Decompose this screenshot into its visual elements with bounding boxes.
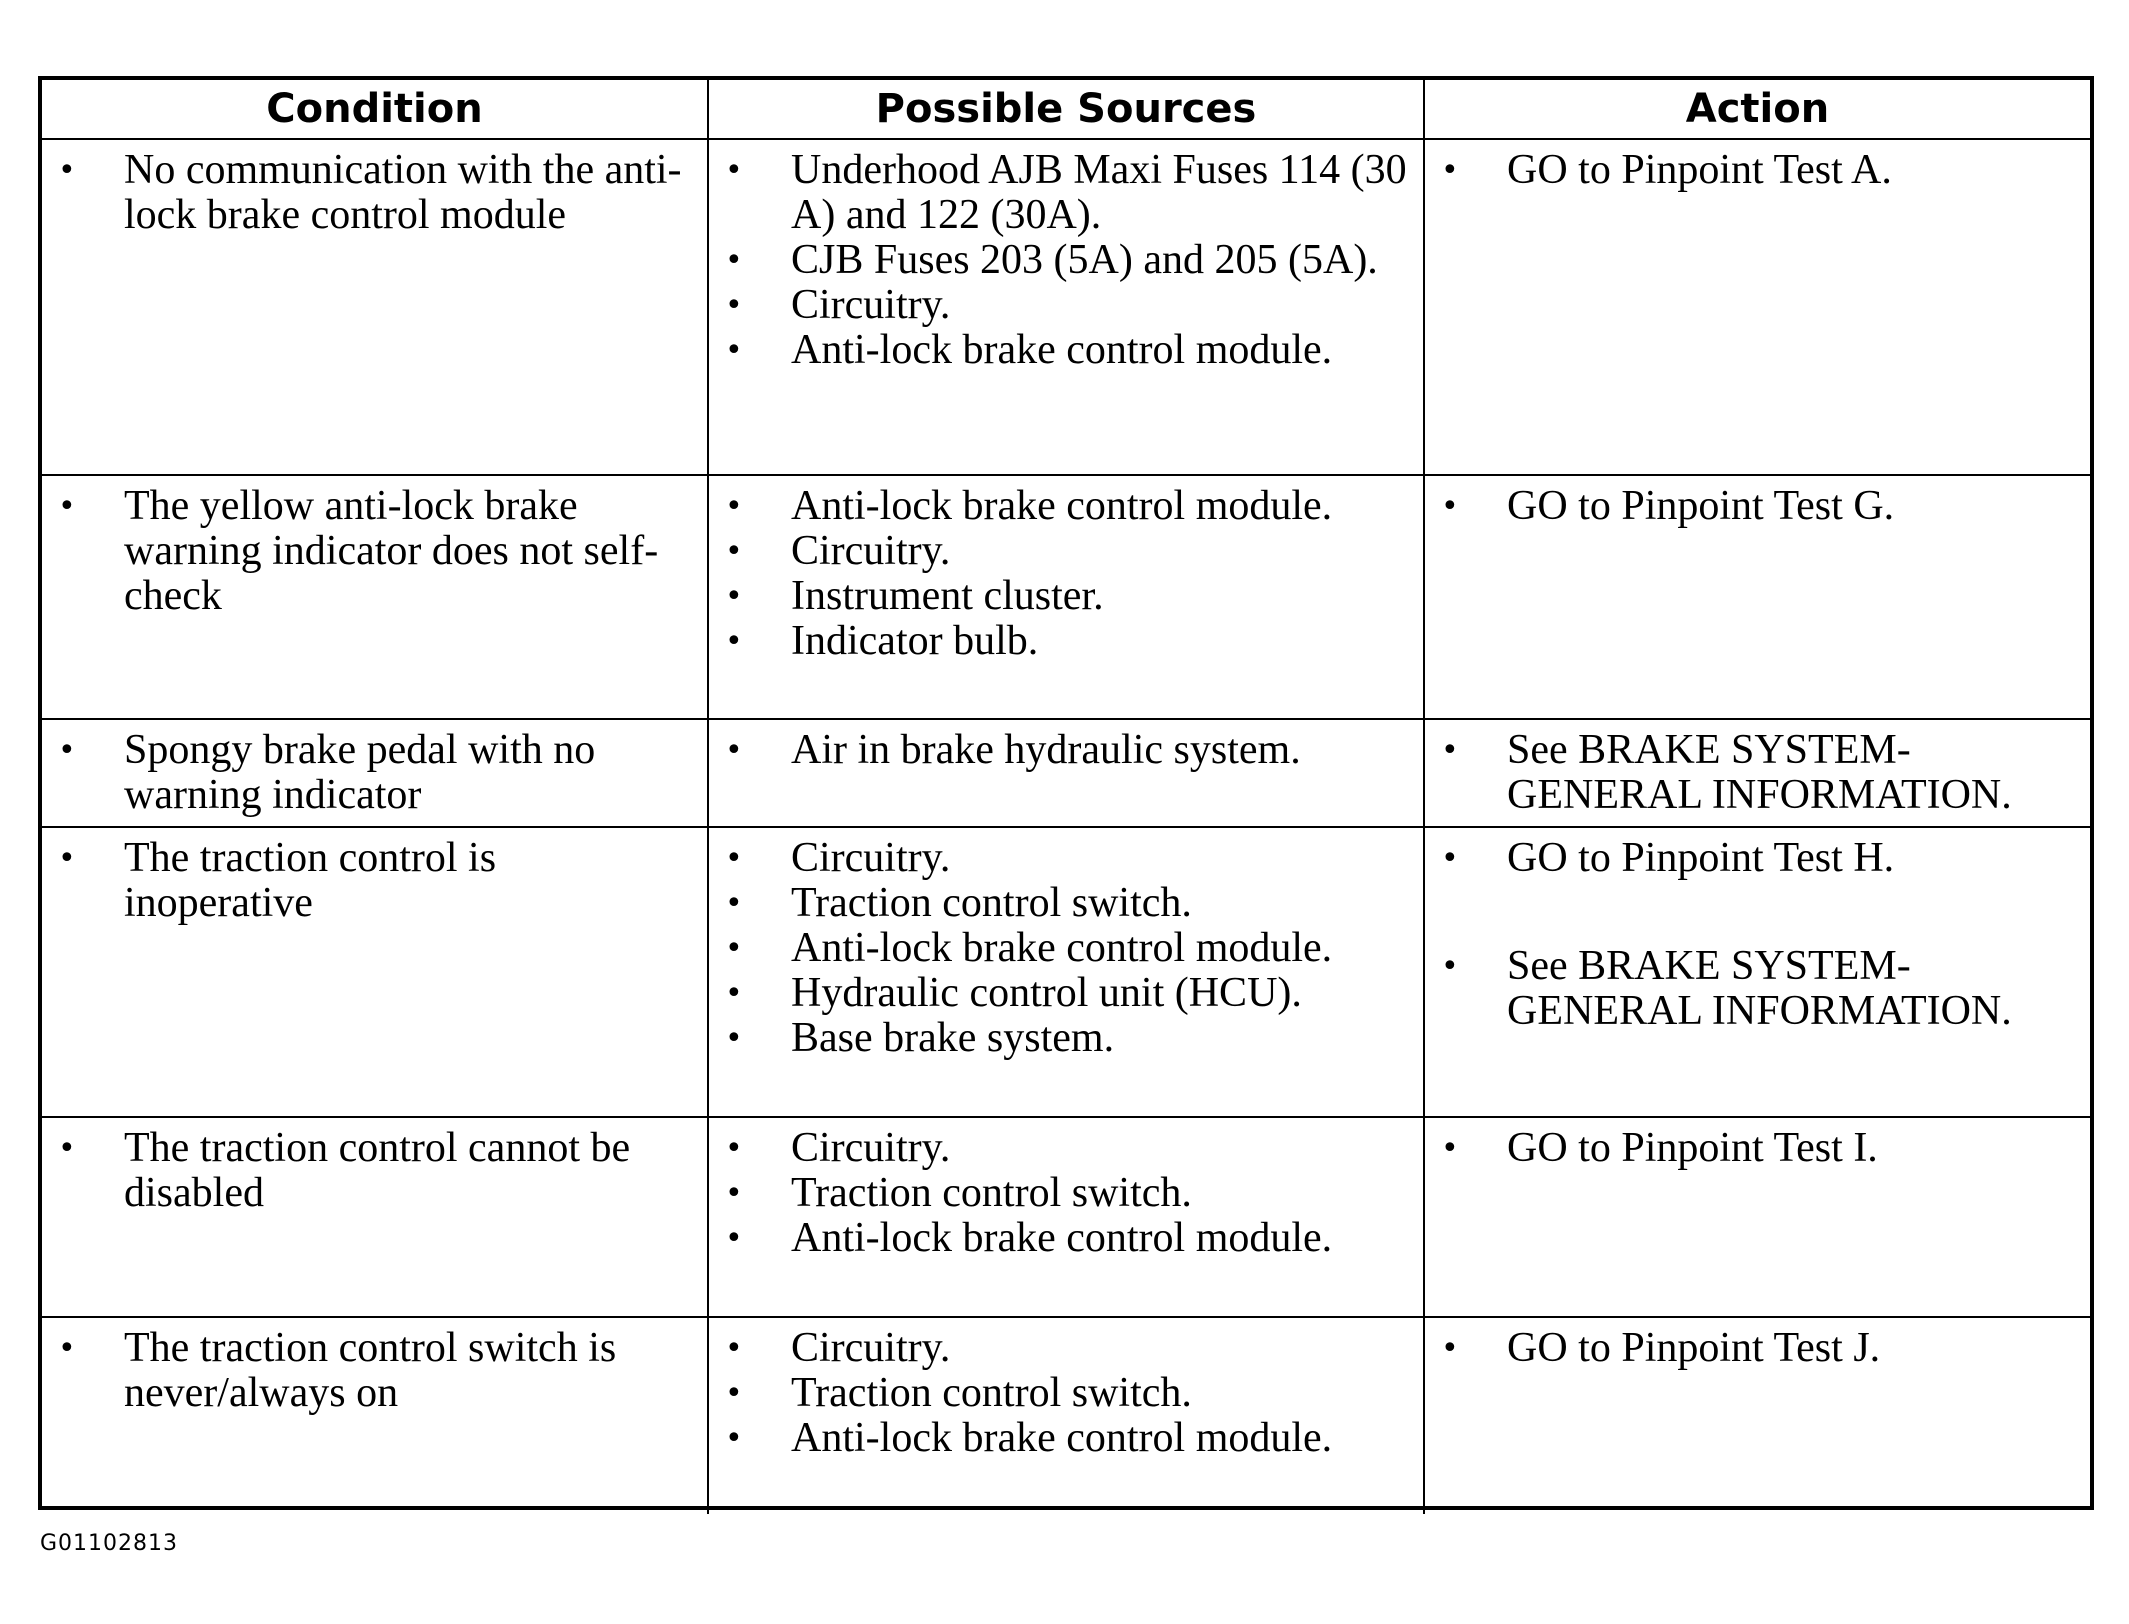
sources-cell	[708, 1317, 1424, 1514]
table-row	[42, 1317, 2090, 1514]
table-row	[42, 139, 2090, 475]
condition-cell	[42, 719, 708, 827]
source-item: • Traction control switch.	[709, 881, 1409, 926]
source-item: • Hydraulic control unit (HCU).	[709, 971, 1409, 1016]
source-item: • Anti-lock brake control module.	[709, 484, 1409, 529]
source-item: • Anti-lock brake control module.	[709, 1416, 1409, 1461]
table-row	[42, 1117, 2090, 1317]
condition-cell	[42, 475, 708, 719]
source-item: • Anti-lock brake control module.	[709, 926, 1409, 971]
sources-cell	[708, 475, 1424, 719]
sources-cell	[708, 827, 1424, 1117]
condition-text: • The traction control cannot be disabled	[42, 1126, 693, 1216]
diagnosis-table-frame	[38, 76, 2094, 1510]
condition-text: • The yellow anti-lock brake warning indicator does not self-check	[42, 484, 693, 619]
action-item: • GO to Pinpoint Test A.	[1425, 148, 2076, 193]
action-item: • GO to Pinpoint Test J.	[1425, 1326, 2076, 1371]
condition-text: • The traction control switch is never/always on	[42, 1326, 693, 1416]
table-row	[42, 719, 2090, 827]
source-item: • Traction control switch.	[709, 1371, 1409, 1416]
condition-cell	[42, 139, 708, 475]
action-cell	[1424, 719, 2090, 827]
action-item: • See BRAKE SYSTEM-GENERAL INFORMATION.	[1425, 728, 2076, 818]
source-item: • Instrument cluster.	[709, 574, 1409, 619]
condition-text: • The traction control is inoperative	[42, 836, 693, 926]
symptom-chart-table	[42, 80, 2090, 1514]
action-cell	[1424, 827, 2090, 1117]
condition-cell	[42, 827, 708, 1117]
condition-text: • No communication with the anti-lock brake control module	[42, 148, 693, 238]
action-item: • See BRAKE SYSTEM-GENERAL INFORMATION.	[1425, 944, 2076, 1034]
source-item: • Circuitry.	[709, 836, 1409, 881]
sources-cell	[708, 1117, 1424, 1317]
sources-cell	[708, 719, 1424, 827]
source-item: • Circuitry.	[709, 529, 1409, 574]
action-cell	[1424, 139, 2090, 475]
source-item: • Circuitry.	[709, 283, 1409, 328]
source-item: • CJB Fuses 203 (5A) and 205 (5A).	[709, 238, 1409, 283]
source-item: • Air in brake hydraulic system.	[709, 728, 1409, 773]
source-item: • Underhood AJB Maxi Fuses 114 (30 A) and 122 (30A).	[709, 148, 1409, 238]
sources-cell	[708, 139, 1424, 475]
header-row	[42, 80, 2090, 139]
source-item: • Anti-lock brake control module.	[709, 328, 1409, 373]
action-cell	[1424, 475, 2090, 719]
source-item: • Circuitry.	[709, 1126, 1409, 1171]
source-item: • Traction control switch.	[709, 1171, 1409, 1216]
condition-text: • Spongy brake pedal with no warning indicator	[42, 728, 693, 818]
condition-cell	[42, 1117, 708, 1317]
source-item: • Circuitry.	[709, 1326, 1409, 1371]
figure-id: G01102813	[40, 1531, 179, 1556]
source-item: • Indicator bulb.	[709, 619, 1409, 664]
action-cell	[1424, 1317, 2090, 1514]
header-possible-sources: Possible Sources	[708, 80, 1424, 139]
table-row	[42, 827, 2090, 1117]
source-item: • Anti-lock brake control module.	[709, 1216, 1409, 1261]
condition-cell	[42, 1317, 708, 1514]
header-action: Action	[1424, 80, 2090, 139]
action-item: • GO to Pinpoint Test H.	[1425, 836, 2076, 881]
action-cell	[1424, 1117, 2090, 1317]
table-row	[42, 475, 2090, 719]
action-item: • GO to Pinpoint Test I.	[1425, 1126, 2076, 1171]
header-condition: Condition	[42, 80, 708, 139]
action-item: • GO to Pinpoint Test G.	[1425, 484, 2076, 529]
source-item: • Base brake system.	[709, 1016, 1409, 1061]
